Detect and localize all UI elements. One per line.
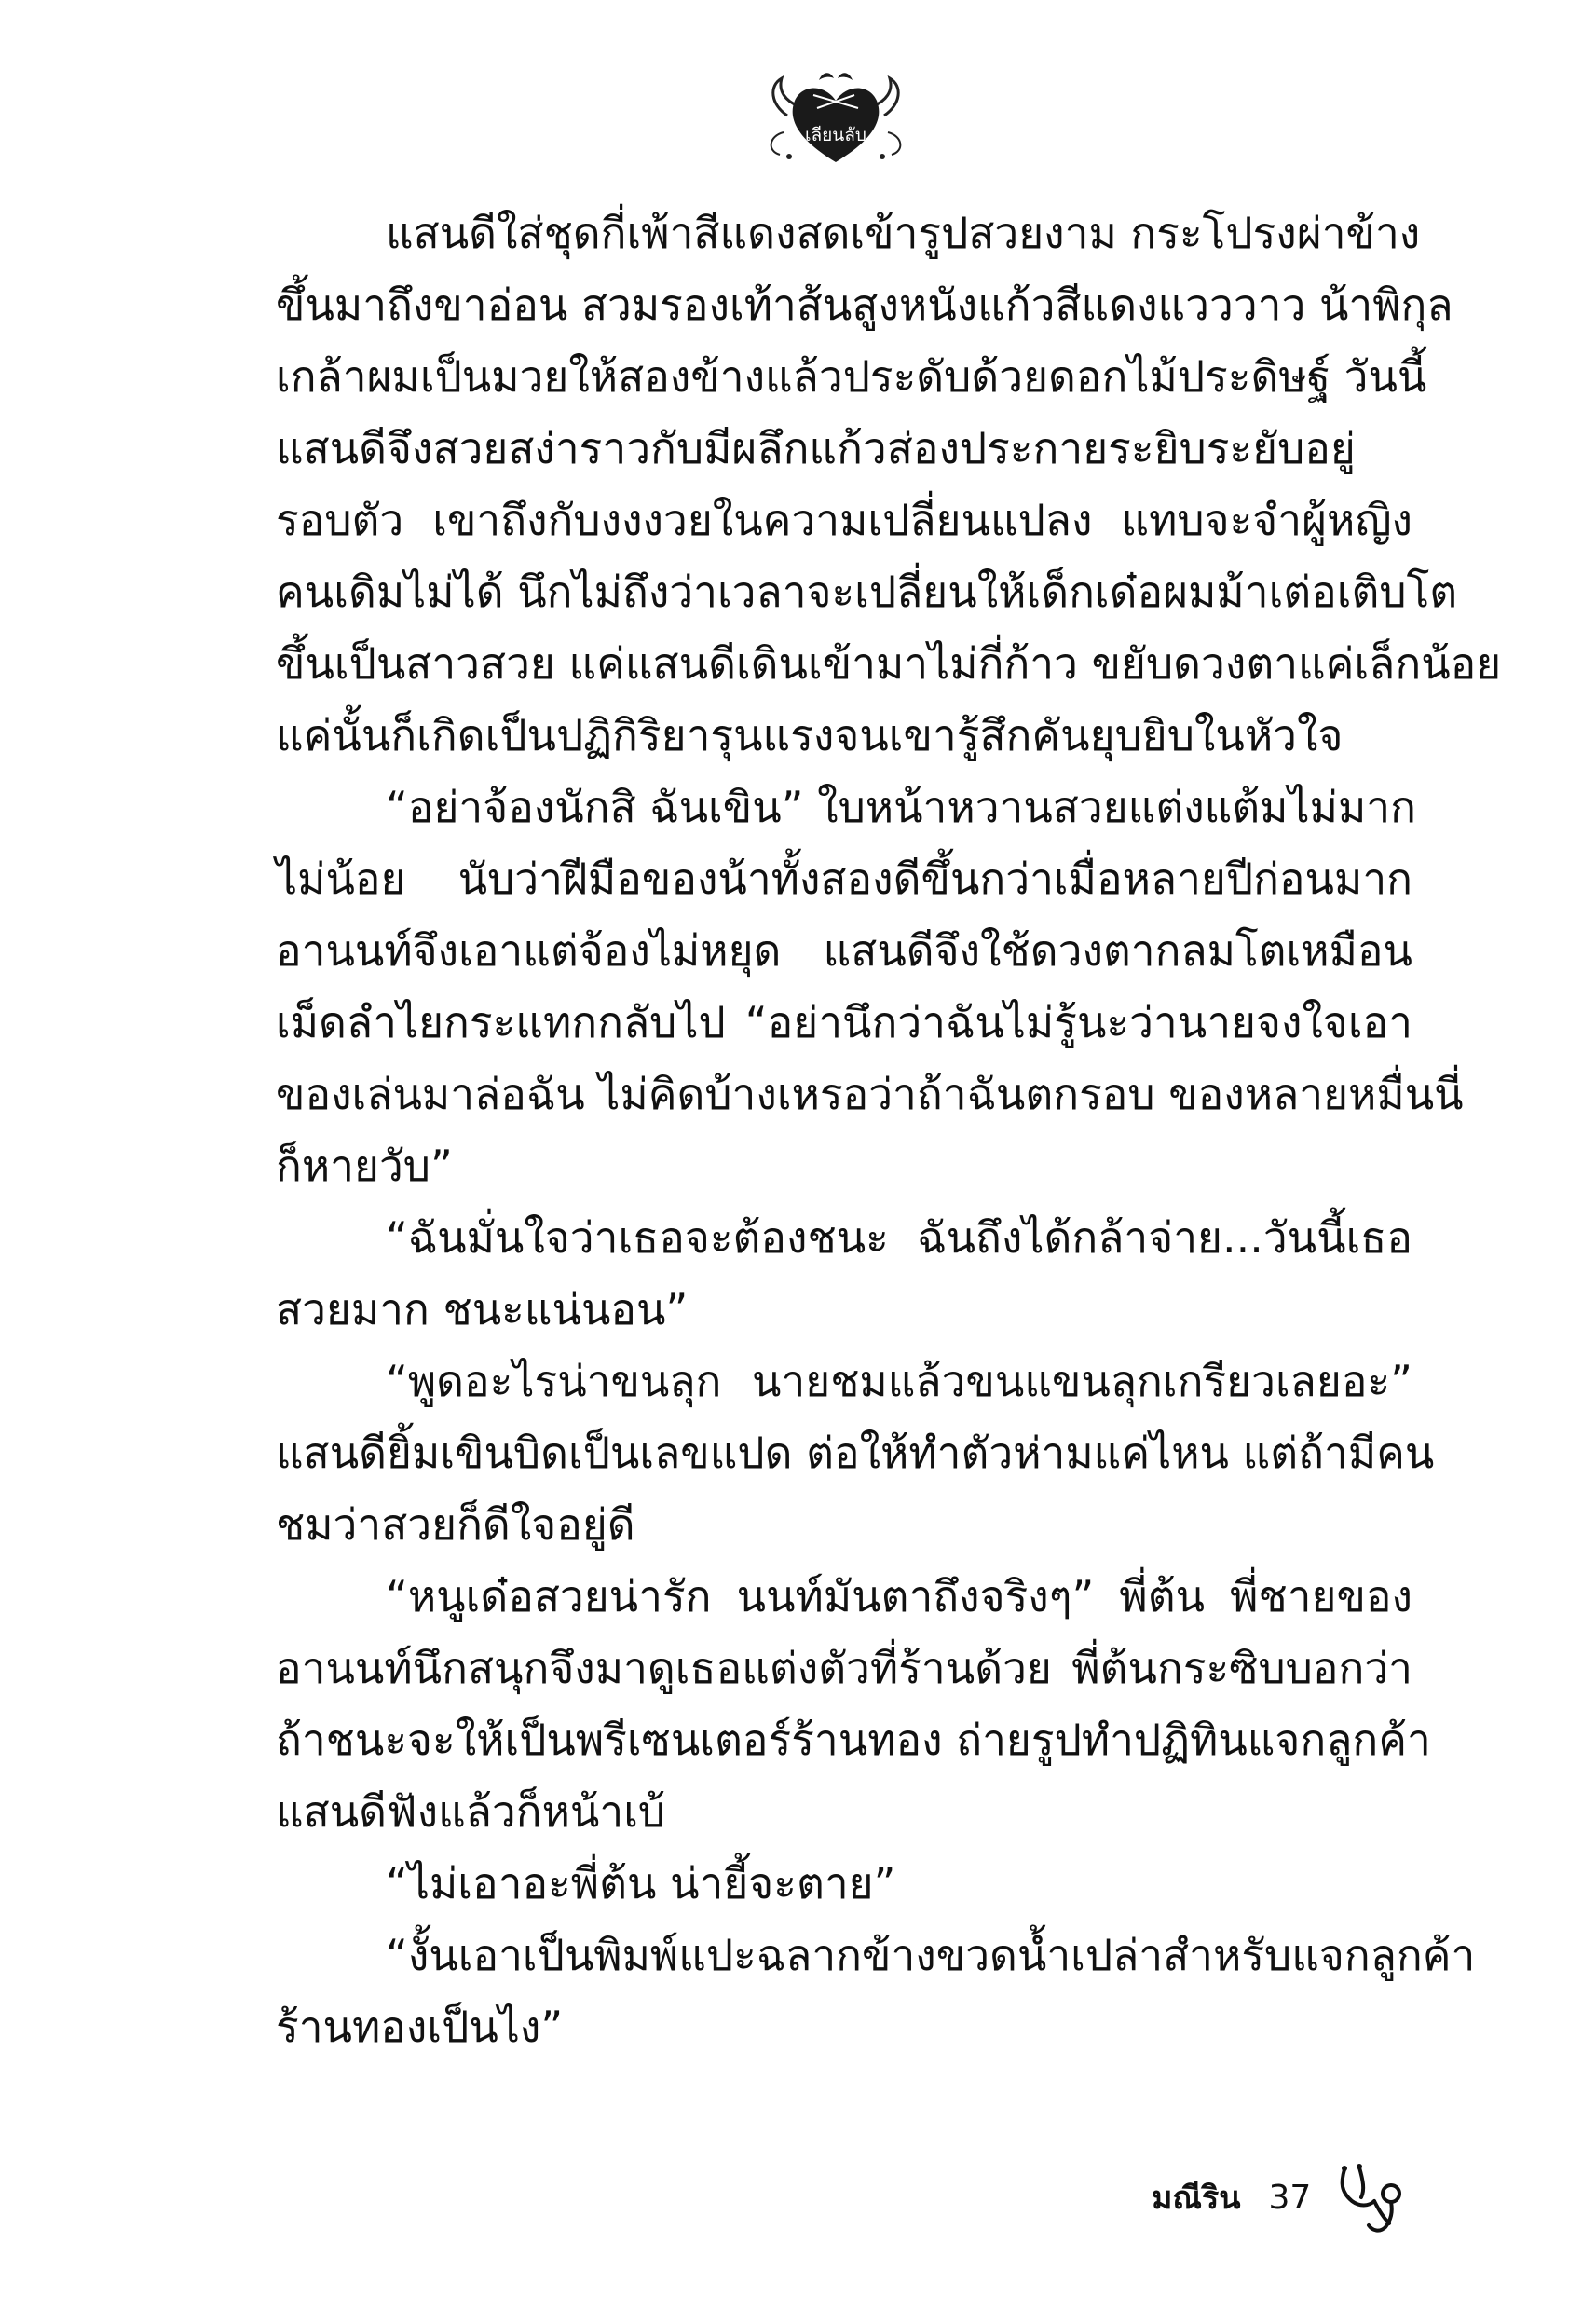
footer-book-title: มณีริน bbox=[1152, 2180, 1241, 2217]
text-line: ร้านทองเป็นไง” bbox=[276, 2002, 564, 2052]
text-line: ก็หายวับ” bbox=[276, 1141, 453, 1191]
text-line: “งั้นเอาเป็นพิมพ์แปะฉลากข้างขวดน้ำเปล่าสำหรับแจกลูกค้า bbox=[386, 1930, 1476, 1980]
text-line: อานนท์จึงเอาแต่จ้องไม่หยุด แสนดีจึงใช้ดวงตากลมโตเหมือน bbox=[276, 925, 1412, 976]
page-number: 37 bbox=[1268, 2178, 1312, 2217]
text-line: “อย่าจ้องนักสิ ฉันเขิน” ใบหน้าหวานสวยแต่งแต้มไม่มาก bbox=[386, 782, 1416, 832]
page-footer bbox=[1152, 2160, 1406, 2235]
text-line: แสนดียิ้มเขินบิดเป็นเลขแปด ต่อให้ทำตัวห่ามแค่ไหน แต่ถ้ามีคน bbox=[276, 1428, 1435, 1478]
text-line: ขึ้นเป็นสาวสวย แค่แสนดีเดินเข้ามาไม่กี่ก้าว ขยับดวงตาแค่เล็กน้อย bbox=[276, 638, 1502, 689]
text-line: “หนูเด๋อสวยน่ารัก นนท์มันตาถึงจริงๆ” พี่ต้น พี่ชายของ bbox=[386, 1571, 1412, 1621]
text-line: “พูดอะไรน่าขนลุก นายชมแล้วขนแขนลุกเกรียวเลยอะ” bbox=[386, 1356, 1412, 1406]
text-line: “ฉันมั่นใจว่าเธอจะต้องชนะ ฉันถึงได้กล้าจ่าย...วันนี้เธอ bbox=[386, 1212, 1412, 1263]
text-line: ขึ้นมาถึงขาอ่อน สวมรองเท้าส้นสูงหนังแก้วสีแดงแวววาว น้าพิกุล bbox=[276, 280, 1453, 330]
text-line: ชมว่าสวยก็ดีใจอยู่ดี bbox=[276, 1499, 635, 1550]
text-line: เกล้าผมเป็นมวยให้สองข้างแล้วประดับด้วยดอกไม้ประดิษฐ์ วันนี้ bbox=[276, 351, 1427, 402]
body-text bbox=[276, 198, 1502, 2063]
text-line: อานนท์นึกสนุกจึงมาดูเธอแต่งตัวที่ร้านด้วย พี่ต้นกระซิบบอกว่า bbox=[276, 1643, 1412, 1693]
text-line: แสนดีใส่ชุดกี่เพ้าสีแดงสดเข้ารูปสวยงาม กระโปรงผ่าข้าง bbox=[386, 208, 1421, 258]
logo-text: เลียนลับ bbox=[805, 125, 866, 145]
text-line: สวยมาก ชนะแน่นอน” bbox=[276, 1284, 689, 1334]
text-line: แค่นั้นก็เกิดเป็นปฏิกิริยารุนแรงจนเขารู้สึกคันยุบยิบในหัวใจ bbox=[276, 710, 1344, 760]
text-line: คนเดิมไม่ได้ นึกไม่ถึงว่าเวลาจะเปลี่ยนให้เด็กเด๋อผมม้าเต่อเติบโต bbox=[276, 567, 1458, 617]
text-line: เม็ดลำไยกระแทกกลับไป “อย่านึกว่าฉันไม่รู้นะว่านายจงใจเอา bbox=[276, 997, 1412, 1047]
stethoscope-icon bbox=[1331, 2160, 1406, 2235]
text-line: แสนดีจึงสวยสง่าราวกับมีผลึกแก้วส่องประกายระยิบระยับอยู่ bbox=[276, 423, 1356, 473]
text-line: รอบตัว เขาถึงกับงงงวยในความเปลี่ยนแปลง แทบจะจำผู้หญิง bbox=[276, 495, 1412, 545]
heart-wings-logo-icon bbox=[761, 58, 910, 170]
text-line: ไม่น้อย นับว่าฝีมือของน้าทั้งสองดีขึ้นกว่าเมื่อหลายปีก่อนมาก bbox=[276, 854, 1412, 904]
text-line: ของเล่นมาล่อฉัน ไม่คิดบ้างเหรอว่าถ้าฉันตกรอบ ของหลายหมื่นนี่ bbox=[276, 1069, 1464, 1119]
text-line: “ไม่เอาอะพี่ต้น น่ายี้จะตาย” bbox=[386, 1858, 896, 1908]
header-logo bbox=[761, 58, 910, 170]
text-line: แสนดีฟังแล้วก็หน้าเบ้ bbox=[276, 1786, 666, 1837]
text-line: ถ้าชนะจะให้เป็นพรีเซนเตอร์ร้านทอง ถ่ายรูปทำปฏิทินแจกลูกค้า bbox=[276, 1715, 1431, 1765]
